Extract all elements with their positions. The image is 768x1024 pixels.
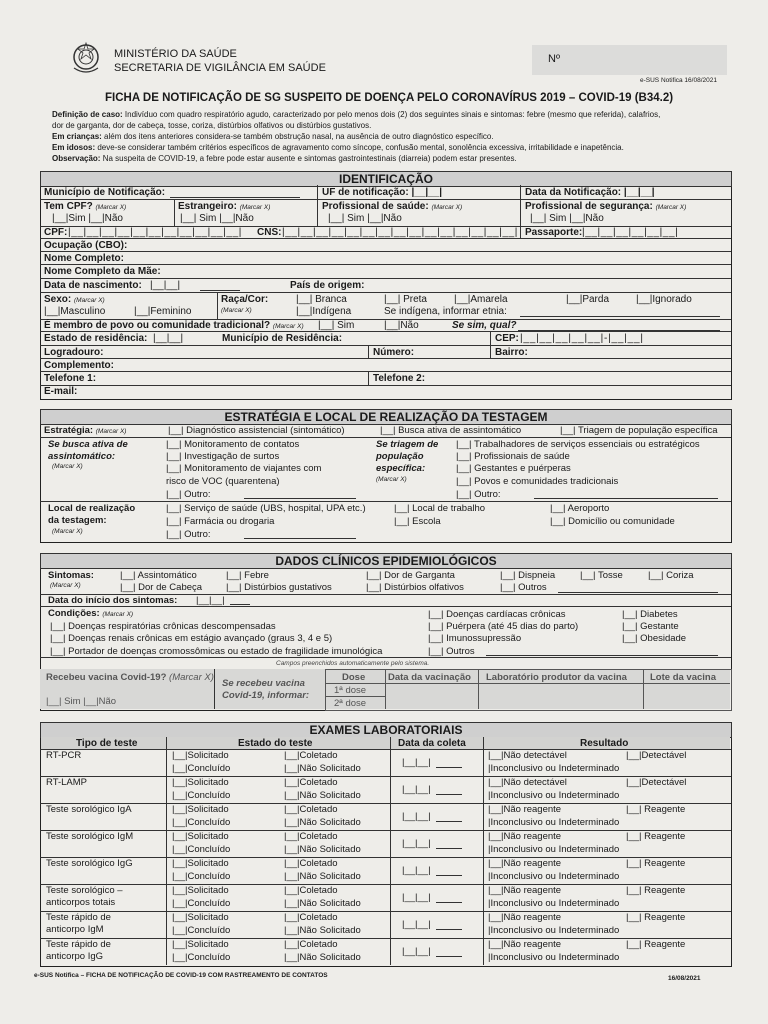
logradouro-label: Logradouro: <box>44 347 104 358</box>
profissionais-saude[interactable]: |__| Profissionais de saúde <box>456 451 570 462</box>
raca-hint: (Marcar X) <box>221 307 252 314</box>
col-data-coleta: Data da coleta <box>398 738 466 749</box>
exam-solicitado[interactable]: |__|Solicitado <box>172 804 229 815</box>
sintoma-disturbios-olfativos[interactable]: |__| Distúrbios olfativos <box>366 582 464 593</box>
se-triagem-label-2: população <box>376 451 424 462</box>
municipio-residencia-label: Município de Residência: <box>222 333 343 344</box>
sexo-masculino[interactable]: |__|Masculino <box>44 306 106 317</box>
exam-result-b[interactable]: |__| Reagente <box>626 804 686 815</box>
exam-nao-solicitado[interactable]: |__|Não Solicitado <box>284 925 361 936</box>
local-realizacao-hint: (Marcar X) <box>52 528 83 535</box>
exam-nao-solicitado[interactable]: |__|Não Solicitado <box>284 844 361 855</box>
sintoma-febre[interactable]: |__| Febre <box>226 570 269 581</box>
exam-nao-solicitado[interactable]: |__|Não Solicitado <box>284 817 361 828</box>
exam-type: Teste rápido de <box>46 939 111 950</box>
dose-header: Dose <box>342 672 366 683</box>
nome-completo-label: Nome Completo: <box>44 253 124 264</box>
exam-result-a[interactable]: |__|Não detectável <box>488 750 567 761</box>
cns-field[interactable]: |__|__|__|__|__|__|__|__|__|__|__|__|__|__|__| <box>282 227 519 238</box>
se-triagem-label-1: Se triagem de <box>376 439 439 450</box>
estrategia-triagem[interactable]: |__| Triagem de população específica <box>560 425 718 436</box>
profissional-seguranca-label: Profissional de segurança: (Marcar X) <box>525 201 687 212</box>
local-realizacao-label-1: Local de realização <box>48 503 136 514</box>
data-nascimento-field[interactable]: |__|__| <box>150 280 181 291</box>
condicao-obesidade[interactable]: |__| Obesidade <box>622 633 687 644</box>
data-inicio-sintomas-label: Data do início dos sintomas: <box>48 595 178 606</box>
exam-type-line-2: anticorpo IgG <box>46 951 104 962</box>
exam-coletado[interactable]: |__|Coletado <box>284 885 338 896</box>
exam-result-b[interactable]: |__| Reagente <box>626 831 686 842</box>
telefone-2-label: Telefone 2: <box>373 373 426 384</box>
exam-data-coleta[interactable]: |__|__| <box>402 811 431 822</box>
numero-label: Número: <box>373 347 415 358</box>
estrategia-diagnostico[interactable]: |__| Diagnóstico assistencial (sintomático) <box>168 425 345 436</box>
col-resultado: Resultado <box>580 738 629 749</box>
sintoma-dispneia[interactable]: |__| Dispneia <box>500 570 556 581</box>
exam-result-c[interactable]: |Inconclusivo ou Indeterminado <box>488 898 620 909</box>
exam-result-a[interactable]: |__|Não reagente <box>488 831 562 842</box>
sintoma-disturbios-gustativos[interactable]: |__| Distúrbios gustativos <box>226 582 332 593</box>
exam-result-a[interactable]: |__|Não reagente <box>488 804 562 815</box>
form-version: e-SUS Notifica 16/08/2021 <box>640 77 717 84</box>
footer-date: 16/08/2021 <box>668 975 701 982</box>
condicao-imunossupressao[interactable]: |__| Imunossupressão <box>428 633 522 644</box>
local-escola[interactable]: |__| Escola <box>394 516 441 527</box>
povos-comunidades[interactable]: |__| Povos e comunidades tradicionais <box>456 476 619 487</box>
cns-label: CNS: <box>257 227 282 238</box>
profissional-saude-options[interactable]: |__| Sim |__|Não <box>328 213 402 224</box>
se-triagem-label-3: específica: <box>376 463 426 474</box>
email-label: E-mail: <box>44 386 78 397</box>
raca-label: Raça/Cor: <box>221 294 269 305</box>
se-busca-ativa-label-1: Se busca ativa de <box>48 439 128 450</box>
exam-nao-solicitado[interactable]: |__|Não Solicitado <box>284 763 361 774</box>
data-inicio-sintomas-field[interactable]: |__|__| <box>196 595 225 606</box>
condicao-renais[interactable]: |__| Doenças renais crônicas em estágio avançado (graus 3, 4 e 5) <box>50 633 333 644</box>
triagem-outro[interactable]: |__| Outro: <box>456 489 501 500</box>
exam-data-coleta[interactable]: |__|__| <box>402 838 431 849</box>
exam-solicitado[interactable]: |__|Solicitado <box>172 939 229 950</box>
exam-type: Teste sorológico – <box>46 885 123 896</box>
trabalhadores-essenciais[interactable]: |__| Trabalhadores de serviços essenciais ou estratégicos <box>456 439 700 450</box>
children-note: Em crianças: além dos itens anteriores considera-se também obstrução nasal, na ausência de outro diagnóstico específico. <box>52 132 494 141</box>
exam-coletado[interactable]: |__|Coletado <box>284 750 338 761</box>
sintoma-outros[interactable]: |__| Outros <box>500 582 547 593</box>
form-title: FICHA DE NOTIFICAÇÃO DE SG SUSPEITO DE DOENÇA PELO CORONAVÍRUS 2019 – COVID-19 (B34.2) <box>105 92 674 104</box>
exam-type: RT-PCR <box>46 750 82 761</box>
raca-parda[interactable]: |__|Parda <box>566 294 610 305</box>
telefone-1-label: Telefone 1: <box>44 373 97 384</box>
exam-result-c[interactable]: |Inconclusivo ou Indeterminado <box>488 790 620 801</box>
exam-coletado[interactable]: |__|Coletado <box>284 777 338 788</box>
condicao-respiratorias[interactable]: |__| Doenças respiratórias crônicas descompensadas <box>50 621 276 632</box>
povo-tradicional-label: É membro de povo ou comunidade tradicional? (Marcar X) <box>44 320 304 331</box>
exam-result-c[interactable]: |Inconclusivo ou Indeterminado <box>488 925 620 936</box>
exam-nao-solicitado[interactable]: |__|Não Solicitado <box>284 790 361 801</box>
estado-residencia-label: Estado de residência: <box>44 333 148 344</box>
footer-left: e-SUS Notifica – FICHA DE NOTIFICAÇÃO DE COVID-19 COM RASTREAMENTO DE CONTATOS <box>34 972 328 979</box>
raca-branca[interactable]: |__| Branca <box>296 294 347 305</box>
local-servico-saude[interactable]: |__| Serviço de saúde (UBS, hospital, UPA etc.) <box>166 503 366 514</box>
exam-result-a[interactable]: |__|Não detectável <box>488 777 567 788</box>
cpf-label: CPF: <box>44 227 68 238</box>
busca-outro[interactable]: |__| Outro: <box>166 489 211 500</box>
povo-nao[interactable]: |__|Não <box>384 320 419 331</box>
tem-cpf-options[interactable]: |__|Sim |__|Não <box>52 213 123 224</box>
sintoma-assintomatico[interactable]: |__| Assintomático <box>120 570 197 581</box>
sintoma-coriza[interactable]: |__| Coriza <box>648 570 694 581</box>
municipio-notificacao-field[interactable] <box>170 197 300 198</box>
nome-mae-label: Nome Completo da Mãe: <box>44 266 161 277</box>
exam-result-c[interactable]: |Inconclusivo ou Indeterminado <box>488 952 620 963</box>
estrangeiro-label: Estrangeiro: (Marcar X) <box>178 201 271 212</box>
exam-concluido[interactable]: |__|Concluído <box>172 790 231 801</box>
se-recebeu-vacina-label-1: Se recebeu vacina <box>222 678 305 689</box>
raca-preta[interactable]: |__| Preta <box>384 294 427 305</box>
lote-header: Lote da vacina <box>650 672 716 683</box>
data-vacinacao-header: Data da vacinação <box>388 672 471 683</box>
testing-strategy-title: ESTRATÉGIA E LOCAL DE REALIZAÇÃO DA TESTAGEM <box>40 409 732 425</box>
exam-concluido[interactable]: |__|Concluído <box>172 844 231 855</box>
exam-coletado[interactable]: |__|Coletado <box>284 858 338 869</box>
local-trabalho[interactable]: |__| Local de trabalho <box>394 503 486 514</box>
laboratorio-header: Laboratório produtor da vacina <box>486 672 627 683</box>
ministry-name: MINISTÉRIO DA SAÚDE <box>114 48 237 60</box>
monitoramento-contatos[interactable]: |__| Monitoramento de contatos <box>166 439 300 450</box>
se-sim-qual-field[interactable] <box>518 330 720 331</box>
exam-data-coleta[interactable]: |__|__| <box>402 784 431 795</box>
raca-amarela[interactable]: |__|Amarela <box>454 294 508 305</box>
condicao-outros[interactable]: |__| Outros <box>428 646 475 657</box>
exam-data-coleta[interactable]: |__|__| <box>402 757 431 768</box>
secretariat-name: SECRETARIA DE VIGILÂNCIA EM SAÚDE <box>114 62 326 74</box>
clinical-data-title: DADOS CLÍNICOS EPIDEMIOLÓGICOS <box>40 553 732 569</box>
sintoma-dor-cabeca[interactable]: |__| Dor de Cabeça <box>120 582 203 593</box>
se-sim-qual-label: Se sim, qual? <box>452 320 517 331</box>
estrategia-label: Estratégia: (Marcar X) <box>44 425 127 436</box>
monitoramento-viajantes[interactable]: |__| Monitoramento de viajantes com <box>166 463 322 474</box>
pais-origem-label: País de origem: <box>290 280 365 291</box>
condicao-puerpera[interactable]: |__| Puérpera (até 45 dias do parto) <box>428 621 579 632</box>
raca-ignorado[interactable]: |__|Ignorado <box>636 294 692 305</box>
dose-1-label: 1ª dose <box>334 685 367 696</box>
vacina-question: Recebeu vacina Covid-19? (Marcar X) <box>46 672 214 683</box>
exam-nao-solicitado[interactable]: |__|Não Solicitado <box>284 871 361 882</box>
exam-concluido[interactable]: |__|Concluído <box>172 763 231 774</box>
estrategia-busca-ativa[interactable]: |__| Busca ativa de assintomático <box>380 425 522 436</box>
tem-cpf-label: Tem CPF? (Marcar X) <box>44 201 127 212</box>
exam-result-b[interactable]: |__| Reagente <box>626 939 686 950</box>
cep-field[interactable]: |__|__|__|__|__|-|__|__| <box>520 333 644 344</box>
exam-result-b[interactable]: |__| Reagente <box>626 858 686 869</box>
exam-data-coleta[interactable]: |__|__| <box>402 946 431 957</box>
number-label: Nº <box>548 53 560 65</box>
estado-residencia-field[interactable]: |__|__| <box>153 333 184 344</box>
exam-type: Teste rápido de <box>46 912 111 923</box>
observation-note: Observação: Na suspeita de COVID-19, a febre pode estar ausente e sintomas gastrointestinais (diarreia) podem estar presentes. <box>52 154 517 163</box>
case-definition-line-2: dor de garganta, dor de cabeça, tosse, coriza, distúrbios olfativos ou distúrbios gustativos. <box>52 121 372 130</box>
identification-title: IDENTIFICAÇÃO <box>40 171 732 187</box>
condicao-cardiacas[interactable]: |__| Doenças cardíacas crônicas <box>428 609 566 620</box>
exam-result-b[interactable]: |__|Detectável <box>626 777 687 788</box>
sintoma-tosse[interactable]: |__| Tosse <box>580 570 623 581</box>
exam-result-b[interactable]: |__|Detectável <box>626 750 687 761</box>
auto-fill-note: Campos preenchidos automaticamente pelo sistema. <box>276 660 430 667</box>
exam-nao-solicitado[interactable]: |__|Não Solicitado <box>284 898 361 909</box>
passaporte-label: Passaporte: <box>525 227 583 238</box>
exam-solicitado[interactable]: |__|Solicitado <box>172 912 229 923</box>
exam-concluido[interactable]: |__|Concluído <box>172 817 231 828</box>
exam-coletado[interactable]: |__|Coletado <box>284 939 338 950</box>
local-domicilio[interactable]: |__| Domicílio ou comunidade <box>550 516 675 527</box>
sintoma-dor-garganta[interactable]: |__| Dor de Garganta <box>366 570 455 581</box>
exam-data-coleta[interactable]: |__|__| <box>402 919 431 930</box>
exam-type: Teste sorológico IgM <box>46 831 134 842</box>
case-definition-line-1: Definição de caso: Indivíduo com quadro respiratório agudo, caracterizado por pelo menos dois (2) dos seguintes sinais e sintomas: febre (mesmo que referida), calafrios, <box>52 110 661 119</box>
se-recebeu-vacina-label-2: Covid-19, informar: <box>222 690 310 701</box>
exam-result-c[interactable]: |Inconclusivo ou Indeterminado <box>488 871 620 882</box>
complemento-label: Complemento: <box>44 360 114 371</box>
lab-exams-title: EXAMES LABORATORIAIS <box>40 722 732 738</box>
exam-solicitado[interactable]: |__|Solicitado <box>172 885 229 896</box>
exam-concluido[interactable]: |__|Concluído <box>172 952 231 963</box>
exam-solicitado[interactable]: |__|Solicitado <box>172 831 229 842</box>
data-nascimento-label: Data de nascimento: <box>44 280 142 291</box>
exam-concluido[interactable]: |__|Concluído <box>172 925 231 936</box>
exam-solicitado[interactable]: |__|Solicitado <box>172 750 229 761</box>
exam-solicitado[interactable]: |__|Solicitado <box>172 858 229 869</box>
dose-2-label: 2ª dose <box>334 698 367 709</box>
exam-result-a[interactable]: |__|Não reagente <box>488 858 562 869</box>
exam-coletado[interactable]: |__|Coletado <box>284 912 338 923</box>
exam-data-coleta[interactable]: |__|__| <box>402 865 431 876</box>
exam-data-coleta[interactable]: |__|__| <box>402 892 431 903</box>
condicao-diabetes[interactable]: |__| Diabetes <box>622 609 678 620</box>
bairro-label: Bairro: <box>495 347 528 358</box>
se-busca-ativa-label-2: assintomático: <box>48 451 116 462</box>
sintomas-label: Sintomas: <box>48 570 94 581</box>
brazil-coat-of-arms-icon <box>68 40 104 76</box>
exam-result-b[interactable]: |__| Reagente <box>626 912 686 923</box>
col-estado-teste: Estado do teste <box>238 738 313 749</box>
condicao-cromossomicas[interactable]: |__| Portador de doenças cromossômicas ou estado de fragilidade imunológica <box>50 646 383 657</box>
exam-coletado[interactable]: |__|Coletado <box>284 804 338 815</box>
estrangeiro-options[interactable]: |__| Sim |__|Não <box>180 213 254 224</box>
povo-sim[interactable]: |__| Sim <box>318 320 355 331</box>
exam-concluido[interactable]: |__|Concluído <box>172 871 231 882</box>
local-realizacao-label-2: da testagem: <box>48 515 107 526</box>
exam-type: RT-LAMP <box>46 777 88 788</box>
passaporte-field[interactable]: |__|__|__|__|__|__| <box>582 227 679 238</box>
cpf-field[interactable]: |__|__|__|__|__|__|__|__|__|__|__| <box>68 227 242 238</box>
risco-voc-label: risco de VOC (quarentena) <box>166 476 280 487</box>
ocupacao-label: Ocupação (CBO): <box>44 240 128 251</box>
data-notificacao-label: Data da Notificação: |__|__| <box>525 187 655 198</box>
local-farmacia[interactable]: |__| Farmácia ou drogaria <box>166 516 275 527</box>
notification-number-field[interactable] <box>532 45 727 75</box>
exam-result-c[interactable]: |Inconclusivo ou Indeterminado <box>488 763 620 774</box>
uf-notificacao-label: UF de notificação: |__|__| <box>322 187 443 198</box>
cep-label: CEP: <box>495 333 519 344</box>
exam-type-line-2: anticorpos totais <box>46 897 116 908</box>
exam-result-b[interactable]: |__| Reagente <box>626 885 686 896</box>
investigacao-surtos[interactable]: |__| Investigação de surtos <box>166 451 280 462</box>
local-outro[interactable]: |__| Outro: <box>166 529 211 540</box>
exam-result-a[interactable]: |__|Não reagente <box>488 939 562 950</box>
sintomas-hint: (Marcar X) <box>50 582 81 589</box>
gestantes-puerperas[interactable]: |__| Gestantes e puérperas <box>456 463 571 474</box>
sexo-label: Sexo: (Marcar X) <box>44 294 105 305</box>
exam-type: Teste sorológico IgA <box>46 804 132 815</box>
etnia-label: Se indígena, informar etnia: <box>384 306 507 317</box>
exam-type-line-2: anticorpo IgM <box>46 924 104 935</box>
sexo-feminino[interactable]: |__|Feminino <box>134 306 192 317</box>
exam-nao-solicitado[interactable]: |__|Não Solicitado <box>284 952 361 963</box>
raca-indigena[interactable]: |__|Indígena <box>296 306 352 317</box>
etnia-field[interactable] <box>520 316 720 317</box>
col-tipo-teste: Tipo de teste <box>76 738 138 749</box>
exam-result-a[interactable]: |__|Não reagente <box>488 885 562 896</box>
elderly-note: Em idosos: deve-se considerar também critérios específicos de agravamento como síncope, confusão mental, sonolência excessiva, irritabilidade e inapetência. <box>52 143 624 152</box>
profissional-seguranca-options[interactable]: |__| Sim |__|Não <box>530 213 604 224</box>
exam-solicitado[interactable]: |__|Solicitado <box>172 777 229 788</box>
exam-result-c[interactable]: |Inconclusivo ou Indeterminado <box>488 817 620 828</box>
local-aeroporto[interactable]: |__| Aeroporto <box>550 503 610 514</box>
condicoes-label: Condições: (Marcar X) <box>48 608 134 619</box>
municipio-notificacao-label: Município de Notificação: <box>44 187 166 198</box>
se-triagem-hint: (Marcar X) <box>376 476 407 483</box>
vacina-sim-nao[interactable]: |__| Sim |__|Não <box>46 696 117 707</box>
exam-result-c[interactable]: |Inconclusivo ou Indeterminado <box>488 844 620 855</box>
se-busca-ativa-hint: (Marcar X) <box>52 463 83 470</box>
exam-concluido[interactable]: |__|Concluído <box>172 898 231 909</box>
exam-coletado[interactable]: |__|Coletado <box>284 831 338 842</box>
condicao-gestante[interactable]: |__| Gestante <box>622 621 679 632</box>
exam-type: Teste sorológico IgG <box>46 858 133 869</box>
profissional-saude-label: Profissional de saúde: (Marcar X) <box>322 201 463 212</box>
exam-result-a[interactable]: |__|Não reagente <box>488 912 562 923</box>
